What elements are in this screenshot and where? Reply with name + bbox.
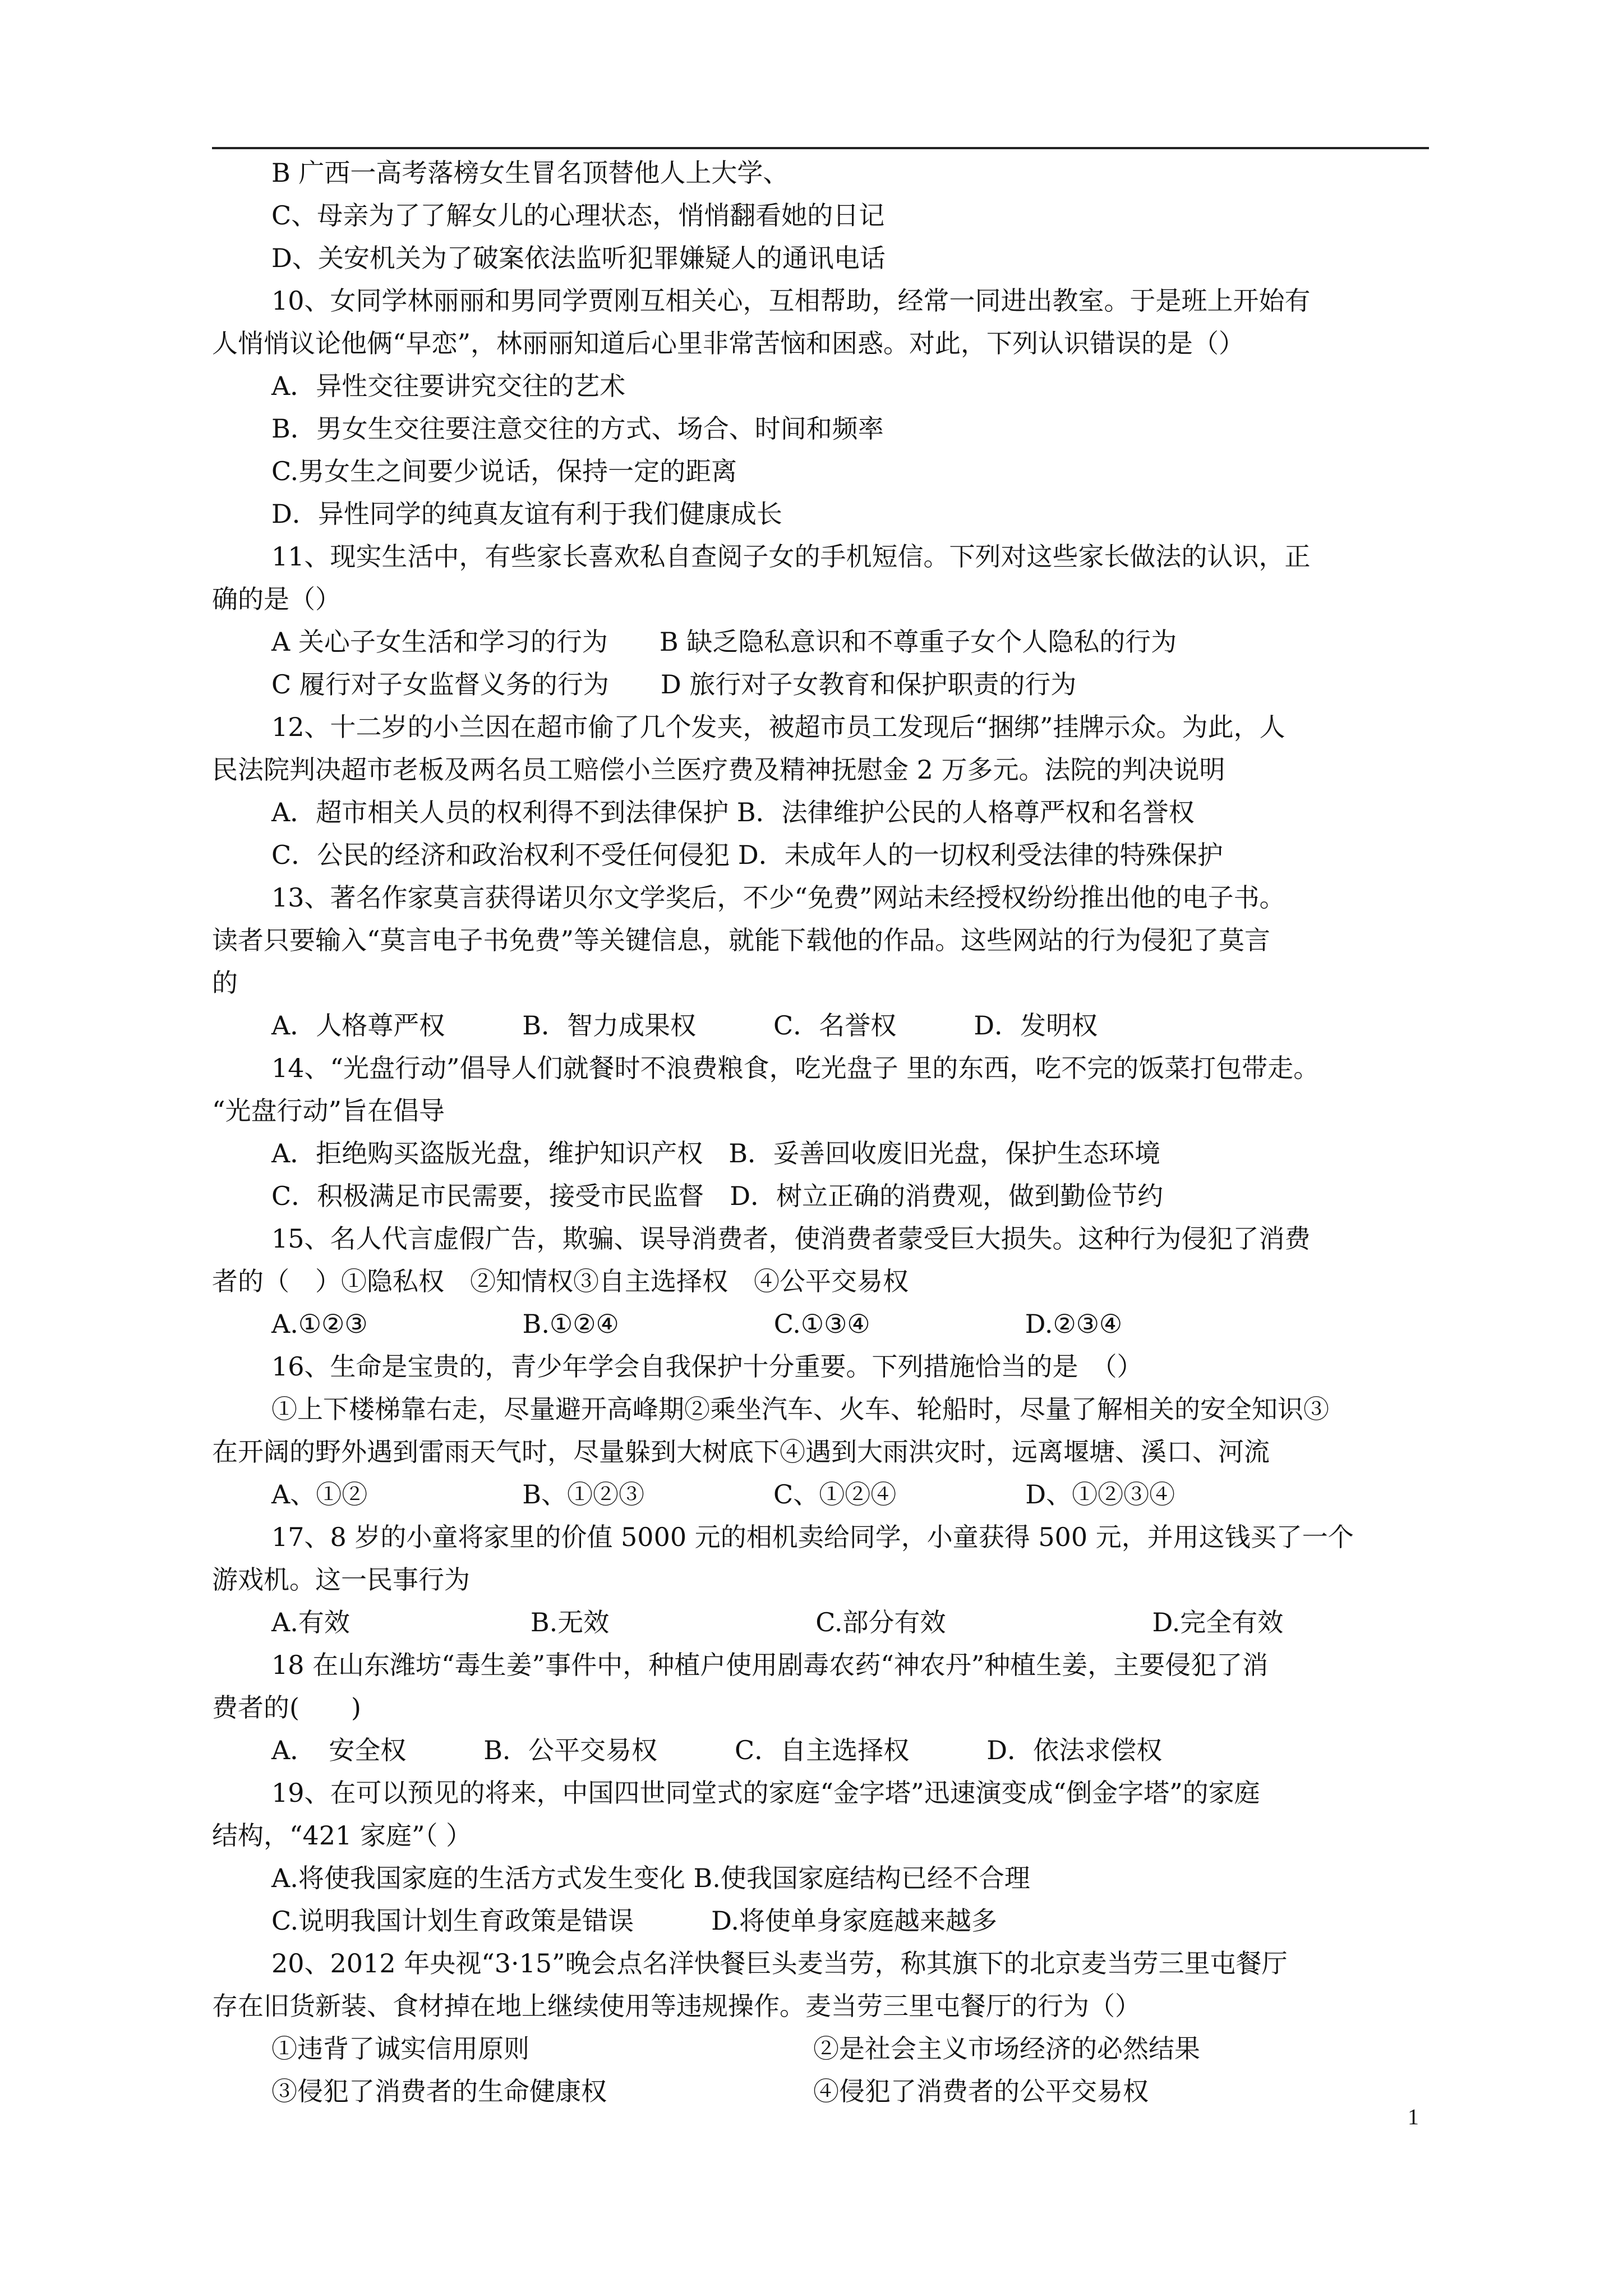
text-line: A.将使我国家庭的生活方式发生变化 B.使我国家庭结构已经不合理 [271, 1863, 1030, 1893]
text-line: C、母亲为了了解女儿的心理状态，悄悄翻看她的日记 [271, 200, 885, 231]
text-line: 人悄悄议论他俩“早恋”，林丽丽知道后心里非常苦恼和困惑。对此，下列认识错误的是（） [212, 328, 1245, 358]
text-line: ①上下楼梯靠右走，尽量避开高峰期②乘坐汽车、火车、轮船时，尽量了解相关的安全知识③ [271, 1394, 1329, 1424]
page-number: 1 [1408, 2104, 1419, 2129]
text-line: A、①② B、①②③ C、①②④ D、①②③④ [271, 1479, 1175, 1510]
text-line: 费者的( ) [212, 1692, 361, 1723]
text-line: 17、8 岁的小童将家里的价值 5000 元的相机卖给同学，小童获得 500 元，并用这钱买了一个 [271, 1522, 1354, 1552]
text-line: A 关心子女生活和学习的行为 B 缺乏隐私意识和不尊重子女个人隐私的行为 [271, 627, 1177, 657]
text-line: 读者只要输入“莫言电子书免费”等关键信息，就能下载他的作品。这些网站的行为侵犯了莫言 [212, 925, 1271, 955]
text-line: 12、十二岁的小兰因在超市偷了几个发夹，被超市员工发现后“捆绑”挂牌示众。为此，人 [271, 712, 1285, 742]
text-line: 11、现实生活中，有些家长喜欢私自查阅子女的手机短信。下列对这些家长做法的认识，正 [271, 541, 1311, 572]
document-body [212, 151, 1429, 2113]
text-line: 18 在山东潍坊“毒生姜”事件中，种植户使用剧毒农药“神农丹”种植生姜，主要侵犯了消 [271, 1650, 1269, 1680]
text-line: 结构，“421 家庭”（ ） [212, 1820, 472, 1851]
text-line: 14、“光盘行动”倡导人们就餐时不浪费粮食，吃光盘子 里的东西，吃不完的饭菜打包带走。 [271, 1053, 1320, 1083]
text-line: A．异性交往要讲究交往的艺术 [271, 371, 626, 401]
text-line: B 广西一高考落榜女生冒名顶替他人上大学、 [271, 158, 789, 188]
text-line: 民法院判决超市老板及两名员工赔偿小兰医疗费及精神抚慰金 2 万多元。法院的判决说明 [212, 754, 1225, 785]
text-line: 10、女同学林丽丽和男同学贾刚互相关心，互相帮助，经常一同进出教室。于是班上开始有 [271, 286, 1311, 316]
text-line: 游戏机。这一民事行为 [212, 1565, 470, 1595]
text-line: A.有效 B.无效 C.部分有效 D.完全有效 [271, 1607, 1284, 1637]
text-line: 15、名人代言虚假广告，欺骗、误导消费者，使消费者蒙受巨大损失。这种行为侵犯了消费 [271, 1223, 1311, 1254]
text-line: 16、生命是宝贵的，青少年学会自我保护十分重要。下列措施恰当的是 （） [271, 1351, 1143, 1382]
text-line: 确的是（） [212, 584, 341, 614]
text-line: 者的（ ）①隐私权 ②知情权③自主选择权 ④公平交易权 [212, 1266, 909, 1296]
text-line: C.说明我国计划生育政策是错误 D.将使单身家庭越来越多 [271, 1906, 998, 1936]
text-line: 在开阔的野外遇到雷雨天气时，尽量躲到大树底下④遇到大雨洪灾时，远离堰塘、溪口、河流 [212, 1437, 1270, 1467]
text-line: 存在旧货新装、食材掉在地上继续使用等违规操作。麦当劳三里屯餐厅的行为（） [212, 1991, 1141, 2021]
text-line: 20、2012 年央视“3·15”晚会点名洋快餐巨头麦当劳，称其旗下的北京麦当劳三里屯餐厅 [271, 1948, 1288, 1978]
text-line: D．异性同学的纯真友谊有利于我们健康成长 [271, 499, 782, 529]
text-line: A.①②③ B.①②④ C.①③④ D.②③④ [271, 1309, 1123, 1339]
text-line: 13、著名作家莫言获得诺贝尔文学奖后，不少“免费”网站未经授权纷纷推出他的电子书。 [271, 882, 1285, 913]
text-line: C 履行对子女监督义务的行为 D 旅行对子女教育和保护职责的行为 [271, 669, 1077, 700]
text-line: 的 [212, 968, 238, 998]
text-line: A．拒绝购买盗版光盘，维护知识产权 B．妥善回收废旧光盘，保护生态环境 [271, 1138, 1161, 1168]
text-line: A．人格尊严权 B．智力成果权 C．名誉权 D．发明权 [271, 1010, 1098, 1041]
header-rule [212, 147, 1429, 149]
text-line: A．超市相关人员的权利得不到法律保护 B．法律维护公民的人格尊严权和名誉权 [271, 797, 1195, 827]
text-line: C．积极满足市民需要，接受市民监督 D．树立正确的消费观，做到勤俭节约 [271, 1181, 1164, 1211]
text-line: D、关安机关为了破案依法监听犯罪嫌疑人的通讯电话 [271, 243, 886, 273]
text-line: ③侵犯了消费者的生命健康权 ④侵犯了消费者的公平交易权 [271, 2076, 1149, 2106]
text-line: A． 安全权 B．公平交易权 C．自主选择权 D．依法求偿权 [271, 1735, 1163, 1765]
text-line: B．男女生交往要注意交往的方式、场合、时间和频率 [271, 413, 884, 444]
text-line: “光盘行动”旨在倡导 [212, 1096, 445, 1126]
text-line: C．公民的经济和政治权利不受任何侵犯 D．未成年人的一切权利受法律的特殊保护 [271, 840, 1223, 870]
text-line: ①违背了诚实信用原则 ②是社会主义市场经济的必然结果 [271, 2033, 1200, 2064]
text-line: 19、在可以预见的将来，中国四世同堂式的家庭“金字塔”迅速演变成“倒金字塔”的家庭 [271, 1778, 1260, 1808]
text-line: C.男女生之间要少说话，保持一定的距离 [271, 456, 737, 486]
